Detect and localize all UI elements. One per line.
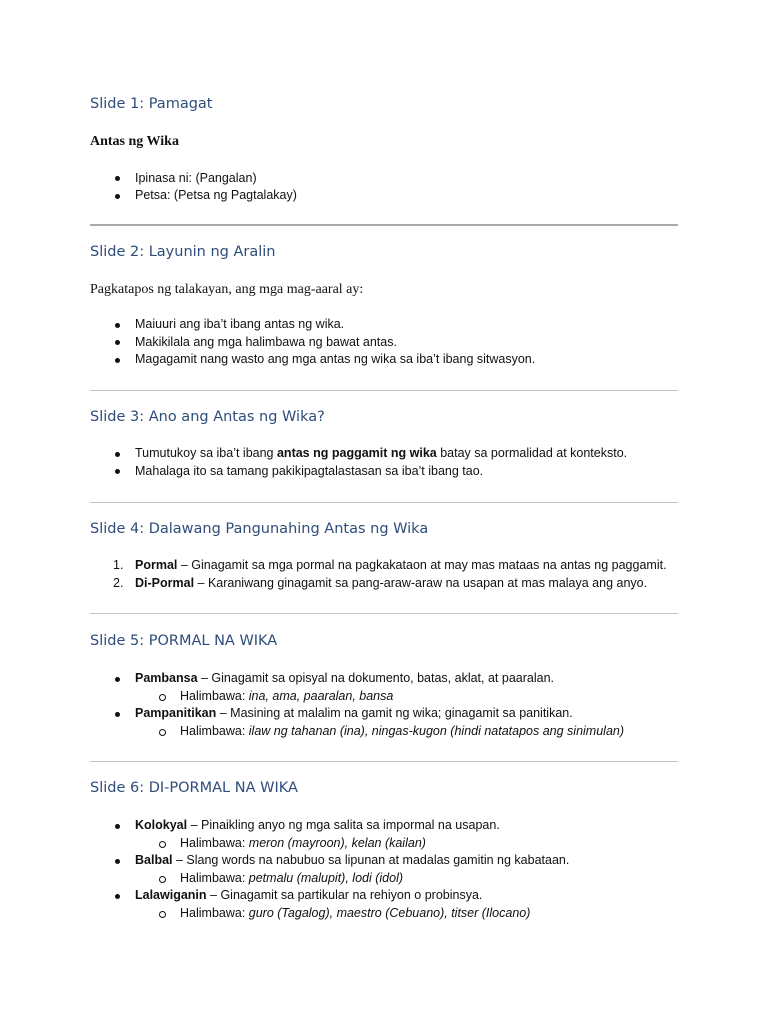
example-text: ina, ama, paaralan, bansa [248, 688, 394, 703]
example-label: Halimbawa: [180, 870, 249, 885]
slide-6-heading: Slide 6: DI-PORMAL NA WIKA [90, 780, 298, 796]
list-item [90, 351, 678, 369]
list-item [90, 705, 678, 723]
example-label: Halimbawa: [180, 835, 249, 850]
example-text: meron (mayroon), kelan (kailan) [248, 835, 426, 850]
slide-3-heading: Slide 3: Ano ang Antas ng Wika? [90, 409, 325, 425]
slide-6-bullet-list [90, 817, 678, 922]
section-divider [90, 390, 678, 391]
slide-1-title: Antas ng Wika [90, 134, 179, 149]
list-item [90, 445, 678, 463]
sub-list-item [90, 905, 678, 923]
slide-2-heading: Slide 2: Layunin ng Aralin [90, 244, 276, 260]
section-divider [90, 502, 678, 503]
numbered-item [90, 575, 678, 593]
list-item [90, 316, 678, 334]
example-text: petmalu (malupit), lodi (idol) [248, 870, 404, 885]
list-item-text: Ipinasa ni: (Pangalan) [135, 170, 257, 185]
list-item-text: Petsa: (Petsa ng Pagtalakay) [135, 188, 297, 202]
item-term: Balbal [135, 853, 173, 867]
list-item [90, 170, 678, 188]
slide-4-heading: Slide 4: Dalawang Pangunahing Antas ng Wika [90, 521, 429, 537]
slide-4-numbered-list [90, 557, 678, 592]
item-number: 1. [113, 558, 124, 572]
list-item [90, 463, 678, 481]
slide-3-bullet-list [90, 445, 678, 480]
item-term: Kolokyal [135, 818, 188, 832]
item-term: Pormal [135, 558, 178, 572]
list-item [90, 334, 678, 352]
example-label: Halimbawa: [180, 688, 249, 703]
item-description: – Karaniwang ginagamit sa pang-araw-araw na usapan at mas malaya ang anyo. [194, 575, 648, 590]
item-description: – Slang words na nabubuo sa lipunan at madalas gamitin ng kabataan. [172, 853, 570, 867]
item-number: 2. [113, 575, 124, 590]
list-item-text: Magagamit nang wasto ang mga antas ng wika sa iba’t ibang sitwasyon. [135, 352, 536, 366]
section-divider [90, 224, 678, 226]
example-label: Halimbawa: [180, 723, 249, 738]
slide-2-bullet-list [90, 316, 678, 369]
example-text: ilaw ng tahanan (ina), ningas-kugon (hindi natatapos ang sinimulan) [248, 723, 625, 738]
list-item-text: Makikilala ang mga halimbawa ng bawat antas. [135, 334, 397, 349]
item-description: – Pinaikling anyo ng mga salita sa impormal na usapan. [187, 818, 500, 832]
section-divider [90, 761, 678, 762]
item-description: – Ginagamit sa opisyal na dokumento, batas, aklat, at paaralan. [197, 671, 554, 685]
item-term: Pampanitikan [135, 706, 217, 720]
list-item-text: batay sa pormalidad at konteksto. [436, 446, 628, 460]
slide-5-heading: Slide 5: PORMAL NA WIKA [90, 633, 278, 649]
slide-1-bullet-list [90, 170, 678, 205]
example-text: guro (Tagalog), maestro (Cebuano), titser (Ilocano) [248, 905, 531, 920]
example-label: Halimbawa: [180, 905, 249, 920]
sub-list-item [90, 688, 678, 706]
item-term: Di-Pormal [135, 575, 195, 590]
item-description: – Masining at malalim na gamit ng wika; ginagamit sa panitikan. [216, 706, 573, 720]
list-item-text: Mahalaga ito sa tamang pakikipagtalastasan sa iba’t ibang tao. [135, 463, 484, 478]
item-description: – Ginagamit sa mga pormal na pagkakataon at may mas mataas na antas ng paggamit. [177, 558, 667, 572]
sub-list-item [90, 835, 678, 853]
list-item [90, 817, 678, 835]
list-item-emphasis: antas ng paggamit ng wika [276, 446, 437, 460]
sub-list-item [90, 870, 678, 888]
item-term: Lalawiganin [135, 888, 207, 902]
list-item [90, 887, 678, 905]
list-item [90, 187, 678, 205]
list-item-text: Tumutukoy sa iba’t ibang [135, 446, 277, 460]
numbered-item [90, 557, 678, 575]
sub-list-item [90, 723, 678, 741]
slide-5-bullet-list [90, 670, 678, 740]
slide-2-intro: Pagkatapos ng talakayan, ang mga mag-aaral ay: [90, 282, 364, 297]
slide-1-heading: Slide 1: Pamagat [90, 96, 213, 112]
list-item-text: Maiuuri ang iba’t ibang antas ng wika. [135, 317, 345, 331]
list-item [90, 852, 678, 870]
item-description: – Ginagamit sa partikular na rehiyon o probinsya. [206, 888, 483, 902]
section-divider [90, 613, 678, 614]
list-item [90, 670, 678, 688]
item-term: Pambansa [135, 671, 198, 685]
